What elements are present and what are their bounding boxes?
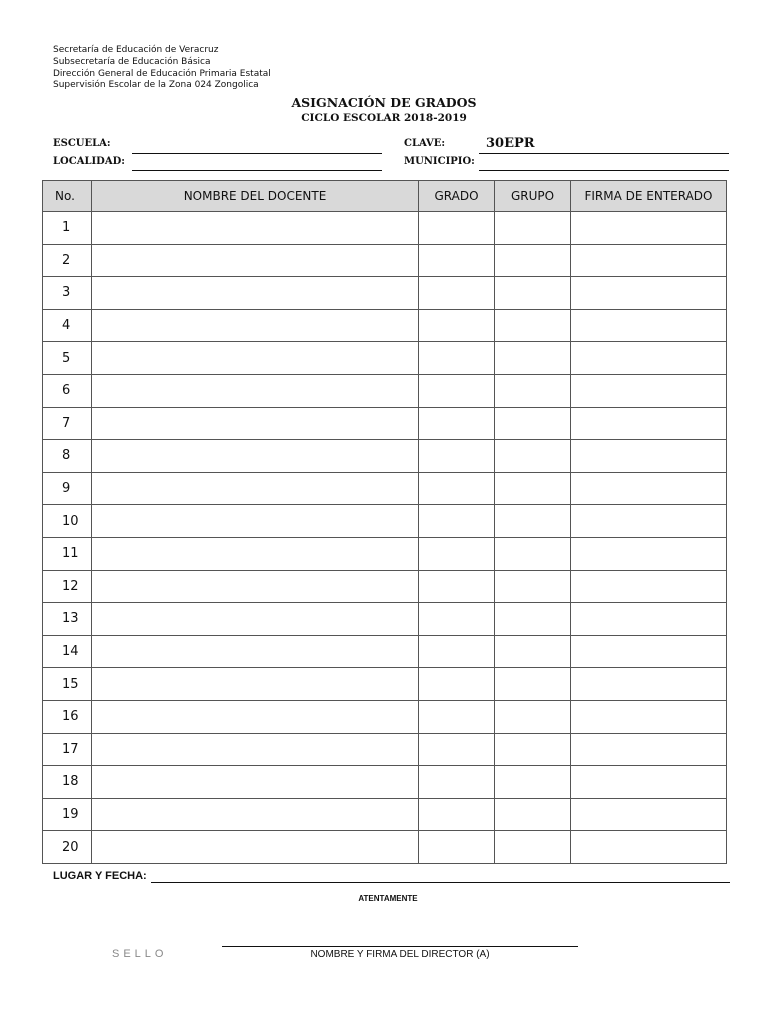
grupo-cell[interactable] — [495, 831, 571, 864]
grupo-cell[interactable] — [495, 766, 571, 799]
grupo-cell[interactable] — [495, 342, 571, 375]
grado-cell[interactable] — [419, 831, 495, 864]
director-signature-line[interactable] — [222, 946, 578, 947]
grado-cell[interactable] — [419, 440, 495, 473]
row-number: 16 — [43, 700, 92, 733]
table-row — [43, 342, 727, 375]
municipio-label: MUNICIPIO: — [404, 156, 475, 167]
row-number: 8 — [43, 440, 92, 473]
clave-value: 30EPR — [486, 136, 535, 151]
table-row — [43, 635, 727, 668]
clave-field[interactable] — [479, 153, 729, 154]
firma-cell[interactable] — [571, 733, 727, 766]
docente-name-cell[interactable] — [92, 831, 419, 864]
table-row — [43, 374, 727, 407]
table-row — [43, 505, 727, 538]
table-row — [43, 668, 727, 701]
table-row — [43, 831, 727, 864]
row-number: 12 — [43, 570, 92, 603]
column-header-no: No. — [43, 181, 92, 212]
firma-cell[interactable] — [571, 342, 727, 375]
docente-name-cell[interactable] — [92, 277, 419, 310]
docente-name-cell[interactable] — [92, 668, 419, 701]
table-row — [43, 472, 727, 505]
firma-cell[interactable] — [571, 570, 727, 603]
docente-name-cell[interactable] — [92, 342, 419, 375]
docente-name-cell[interactable] — [92, 440, 419, 473]
row-number: 15 — [43, 668, 92, 701]
row-number: 5 — [43, 342, 92, 375]
row-number: 11 — [43, 537, 92, 570]
escuela-field[interactable] — [132, 153, 382, 154]
column-header-grupo: GRUPO — [495, 181, 571, 212]
row-number: 9 — [43, 472, 92, 505]
row-number: 20 — [43, 831, 92, 864]
table-row — [43, 212, 727, 245]
firma-cell[interactable] — [571, 407, 727, 440]
table-row — [43, 700, 727, 733]
grado-cell[interactable] — [419, 733, 495, 766]
grupo-cell[interactable] — [495, 309, 571, 342]
lugar-fecha-label: LUGAR Y FECHA: — [53, 870, 147, 882]
table-row — [43, 603, 727, 636]
firma-cell[interactable] — [571, 277, 727, 310]
table-row — [43, 537, 727, 570]
lugar-fecha-field[interactable] — [151, 882, 730, 883]
column-header-grado: GRADO — [419, 181, 495, 212]
grupo-cell[interactable] — [495, 668, 571, 701]
firma-cell[interactable] — [571, 603, 727, 636]
grado-cell[interactable] — [419, 472, 495, 505]
agency-header — [53, 45, 271, 92]
row-number: 4 — [43, 309, 92, 342]
grupo-cell[interactable] — [495, 603, 571, 636]
sello-label: SELLO — [112, 948, 168, 960]
table-row — [43, 570, 727, 603]
table-row — [43, 309, 727, 342]
firma-cell[interactable] — [571, 831, 727, 864]
grupo-cell[interactable] — [495, 537, 571, 570]
row-number: 6 — [43, 374, 92, 407]
docente-name-cell[interactable] — [92, 700, 419, 733]
row-number: 19 — [43, 798, 92, 831]
table-row — [43, 766, 727, 799]
grado-cell[interactable] — [419, 374, 495, 407]
agency-line: Secretaría de Educación de Veracruz — [53, 45, 219, 55]
grupo-cell[interactable] — [495, 374, 571, 407]
table-row — [43, 244, 727, 277]
firma-cell[interactable] — [571, 374, 727, 407]
grado-cell[interactable] — [419, 277, 495, 310]
firma-cell[interactable] — [571, 766, 727, 799]
docente-name-cell[interactable] — [92, 309, 419, 342]
firma-cell[interactable] — [571, 472, 727, 505]
docente-name-cell[interactable] — [92, 407, 419, 440]
row-number: 18 — [43, 766, 92, 799]
firma-cell[interactable] — [571, 309, 727, 342]
row-number: 3 — [43, 277, 92, 310]
docente-name-cell[interactable] — [92, 472, 419, 505]
table-row — [43, 733, 727, 766]
grado-cell[interactable] — [419, 212, 495, 245]
grado-cell[interactable] — [419, 244, 495, 277]
row-number: 17 — [43, 733, 92, 766]
row-number: 10 — [43, 505, 92, 538]
column-header-firma: FIRMA DE ENTERADO — [571, 181, 727, 212]
docente-name-cell[interactable] — [92, 635, 419, 668]
docente-name-cell[interactable] — [92, 603, 419, 636]
column-header-nombre: NOMBRE DEL DOCENTE — [92, 181, 419, 212]
localidad-label: LOCALIDAD: — [53, 156, 125, 167]
table-body — [43, 212, 727, 864]
localidad-field[interactable] — [132, 170, 382, 171]
docente-name-cell[interactable] — [92, 733, 419, 766]
firma-cell[interactable] — [571, 537, 727, 570]
grado-cell[interactable] — [419, 603, 495, 636]
grado-cell[interactable] — [419, 668, 495, 701]
grupo-cell[interactable] — [495, 505, 571, 538]
docente-name-cell[interactable] — [92, 766, 419, 799]
row-number: 1 — [43, 212, 92, 245]
grupo-cell[interactable] — [495, 798, 571, 831]
document-subtitle: CICLO ESCOLAR 2018-2019 — [301, 112, 467, 124]
docente-name-cell[interactable] — [92, 537, 419, 570]
firma-cell[interactable] — [571, 505, 727, 538]
table-header-row — [43, 181, 727, 212]
docente-name-cell[interactable] — [92, 505, 419, 538]
docente-name-cell[interactable] — [92, 212, 419, 245]
row-number: 2 — [43, 244, 92, 277]
teacher-assignment-table — [42, 180, 727, 864]
grado-cell[interactable] — [419, 537, 495, 570]
table-row — [43, 277, 727, 310]
firma-cell[interactable] — [571, 244, 727, 277]
firma-cell[interactable] — [571, 635, 727, 668]
grado-cell[interactable] — [419, 766, 495, 799]
grado-cell[interactable] — [419, 309, 495, 342]
grupo-cell[interactable] — [495, 277, 571, 310]
agency-line: Subsecretaría de Educación Básica — [53, 56, 211, 67]
row-number: 7 — [43, 407, 92, 440]
grupo-cell[interactable] — [495, 700, 571, 733]
row-number: 14 — [43, 635, 92, 668]
atentamente-text: ATENTAMENTE — [358, 894, 418, 903]
firma-cell[interactable] — [571, 440, 727, 473]
table-row — [43, 798, 727, 831]
agency-line: Supervisión Escolar de la Zona 024 Zongolica — [53, 80, 259, 91]
docente-name-cell[interactable] — [92, 244, 419, 277]
docente-name-cell[interactable] — [92, 570, 419, 603]
clave-label: CLAVE: — [404, 138, 446, 149]
grado-cell[interactable] — [419, 505, 495, 538]
grupo-cell[interactable] — [495, 407, 571, 440]
grado-cell[interactable] — [419, 635, 495, 668]
firma-cell[interactable] — [571, 700, 727, 733]
document-title: ASIGNACIÓN DE GRADOS — [291, 95, 477, 110]
grupo-cell[interactable] — [495, 212, 571, 245]
municipio-field[interactable] — [479, 170, 729, 171]
grado-cell[interactable] — [419, 700, 495, 733]
row-number: 13 — [43, 603, 92, 636]
grupo-cell[interactable] — [495, 733, 571, 766]
firma-cell[interactable] — [571, 668, 727, 701]
grupo-cell[interactable] — [495, 244, 571, 277]
firma-cell[interactable] — [571, 798, 727, 831]
grado-cell[interactable] — [419, 570, 495, 603]
grado-cell[interactable] — [419, 342, 495, 375]
director-signature-label: NOMBRE Y FIRMA DEL DIRECTOR (A) — [310, 949, 490, 960]
docente-name-cell[interactable] — [92, 374, 419, 407]
escuela-label: ESCUELA: — [53, 138, 111, 149]
grupo-cell[interactable] — [495, 635, 571, 668]
table-row — [43, 440, 727, 473]
agency-line: Dirección General de Educación Primaria Estatal — [53, 68, 271, 79]
grupo-cell[interactable] — [495, 472, 571, 505]
grupo-cell[interactable] — [495, 440, 571, 473]
docente-name-cell[interactable] — [92, 798, 419, 831]
table-row — [43, 407, 727, 440]
grado-cell[interactable] — [419, 407, 495, 440]
grupo-cell[interactable] — [495, 570, 571, 603]
grado-cell[interactable] — [419, 798, 495, 831]
firma-cell[interactable] — [571, 212, 727, 245]
